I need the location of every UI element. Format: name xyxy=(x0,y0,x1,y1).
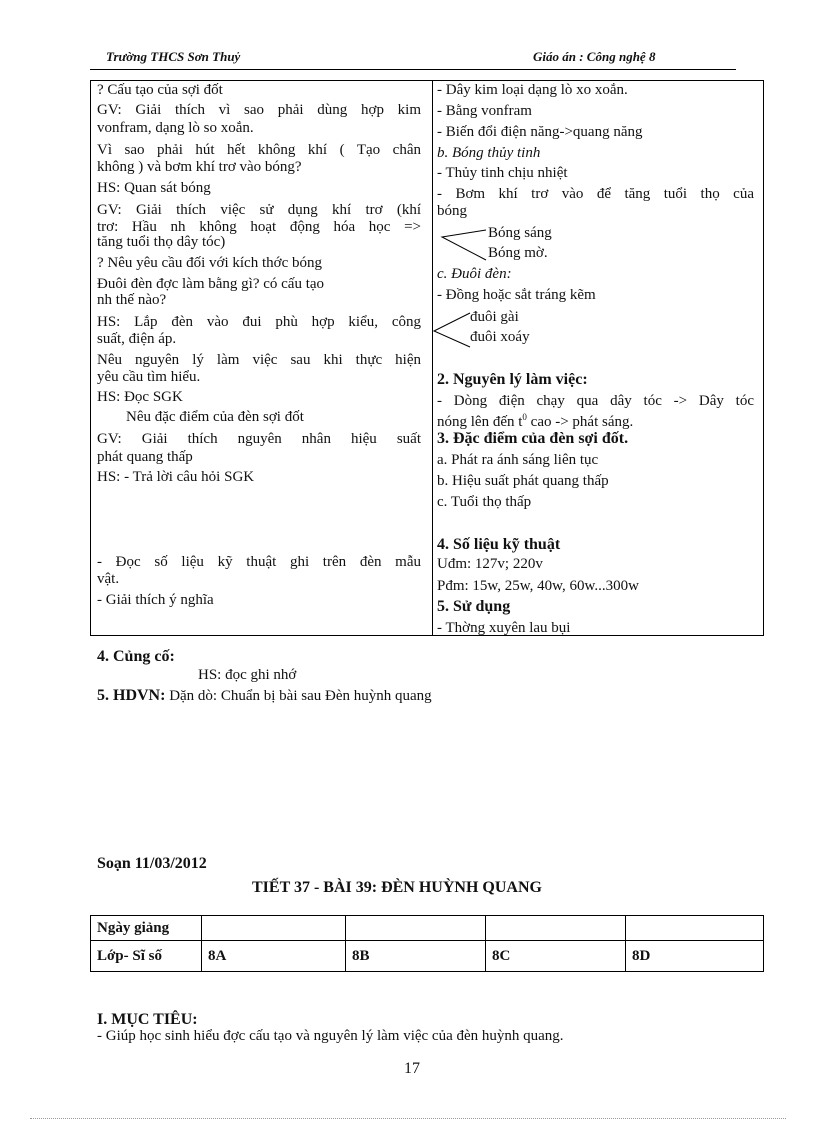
left-line: GV: Giải thích việc sử dụng khí trơ (khí xyxy=(97,202,421,218)
specs-heading: 4. Số liệu kỹ thuật xyxy=(437,536,561,553)
usage-heading: 5. Sử dụng xyxy=(437,598,511,615)
spec-item: Pđm: 15w, 25w, 40w, 60w...300w xyxy=(437,578,639,594)
base-type-bracket xyxy=(432,311,472,349)
left-line: ? Cấu tạo của sợi đốt xyxy=(97,82,223,98)
class-size-label: Lớp- Sĩ số xyxy=(91,941,202,972)
period-date-label: Ngày giảng xyxy=(91,916,202,941)
features-heading: 3. Đặc điểm của đèn sợi đốt. xyxy=(437,430,629,447)
subject-title: Giáo án : Công nghệ 8 xyxy=(533,49,656,64)
table-cell xyxy=(486,916,626,941)
class-cell: 8D xyxy=(626,941,764,972)
filament-line: - Bằng vonfram xyxy=(437,103,532,119)
class-cell: 8B xyxy=(346,941,486,972)
prepared-date: Soạn 11/03/2012 xyxy=(97,855,207,872)
header-divider xyxy=(90,69,736,70)
filament-line: - Biến đổi điện năng->quang năng xyxy=(437,124,643,140)
feature-item: b. Hiệu suất phát quang thấp xyxy=(437,473,609,489)
column-divider xyxy=(432,80,433,636)
left-line: trơ: Hầu nh không hoạt động hóa học => xyxy=(97,219,421,235)
left-line: Nêu nguyên lý làm việc sau khi thực hiện xyxy=(97,352,421,368)
table-cell xyxy=(346,916,486,941)
principle-line: nóng lên đến $t^0$ cao -> phát sáng. xyxy=(437,412,634,430)
table-cell xyxy=(626,916,764,941)
period-table xyxy=(90,915,764,972)
left-line: HS: Quan sát bóng xyxy=(97,180,211,196)
base-line: - Đồng hoặc sắt tráng kẽm xyxy=(437,287,596,303)
left-line: ? Nêu yêu cầu đối với kích thớc bóng xyxy=(97,255,322,271)
page-bottom-rule xyxy=(30,1118,786,1119)
principle-line: - Dòng điện chạy qua dây tóc -> Dây tóc xyxy=(437,393,754,409)
left-line: suất, điện áp. xyxy=(97,331,177,347)
school-name: Trường THCS Sơn Thuỷ xyxy=(106,49,241,64)
left-line: Đuôi đèn đợc làm bằng gì? có cấu tạo xyxy=(97,276,325,292)
left-line: không ) và bơm khí trơ vào bóng? xyxy=(97,159,302,175)
left-line: Vì sao phải hút hết không khí ( Tạo chân xyxy=(97,142,421,158)
base-type: đuôi xoáy xyxy=(470,329,530,345)
principle-heading: 2. Nguyên lý làm việc: xyxy=(437,371,588,388)
feature-item: a. Phát ra ánh sáng liên tục xyxy=(437,452,599,468)
table-cell xyxy=(202,916,346,941)
spec-item: Uđm: 127v; 220v xyxy=(437,556,543,572)
left-line: GV: Giải thích vì sao phải dùng hợp kim xyxy=(97,102,421,118)
bulb-type-bracket xyxy=(440,228,488,262)
class-cell: 8A xyxy=(202,941,346,972)
consolidation-line: HS: đọc ghi nhớ xyxy=(198,667,297,683)
glass-line: - Bơm khí trơ vào để tăng tuổi thọ của xyxy=(437,186,754,202)
bulb-type: Bóng mờ. xyxy=(488,245,548,261)
table-row xyxy=(91,941,764,972)
feature-item: c. Tuổi thọ thấp xyxy=(437,494,532,510)
left-line: tăng tuổi thọ dây tóc) xyxy=(97,234,226,250)
glass-line: bóng xyxy=(437,203,467,219)
base-heading: c. Đuôi đèn: xyxy=(437,266,512,282)
left-line: GV: Giải thích nguyên nhân hiệu suất xyxy=(97,431,421,447)
base-type: đuôi gài xyxy=(470,309,519,325)
homework-text: Dặn dò: Chuẩn bị bài sau Đèn huỳnh quang xyxy=(165,688,432,704)
homework-line xyxy=(97,688,432,704)
left-line: vật. xyxy=(97,571,120,587)
table-row xyxy=(91,916,764,941)
usage-line: - Thờng xuyên lau bụi xyxy=(437,620,571,636)
consolidation-heading: 4. Củng cố: xyxy=(97,648,175,665)
left-line: - Đọc số liệu kỹ thuật ghi trên đèn mẫu xyxy=(97,554,421,570)
class-cell: 8C xyxy=(486,941,626,972)
objectives-heading: I. MỤC TIÊU: xyxy=(97,1011,198,1028)
left-line: - Giải thích ý nghĩa xyxy=(97,592,214,608)
lesson-title: TIẾT 37 - BÀI 39: ĐÈN HUỲNH QUANG xyxy=(252,879,542,896)
left-line: phát quang thấp xyxy=(97,449,193,465)
page-number: 17 xyxy=(404,1060,420,1077)
glass-heading: b. Bóng thủy tinh xyxy=(437,145,541,161)
homework-label: 5. HDVN: xyxy=(97,687,166,704)
objectives-line: - Giúp học sinh hiểu đợc cấu tạo và nguyên lý làm việc của đèn huỳnh quang. xyxy=(97,1028,564,1044)
bulb-type: Bóng sáng xyxy=(488,225,552,241)
filament-line: - Dây kim loại dạng lò xo xoắn. xyxy=(437,82,628,98)
left-line: Nêu đặc điểm của đèn sợi đốt xyxy=(126,409,304,425)
left-line: HS: Đọc SGK xyxy=(97,389,183,405)
left-line: yêu cầu tìm hiểu. xyxy=(97,369,201,385)
left-line: HS: Lắp đèn vào đui phù hợp kiểu, công xyxy=(97,314,421,330)
left-line: vonfram, dạng lò so xoắn. xyxy=(97,120,254,136)
left-line: nh thế nào? xyxy=(97,292,167,308)
left-line: HS: - Trả lời câu hỏi SGK xyxy=(97,469,255,485)
glass-line: - Thủy tinh chịu nhiệt xyxy=(437,165,568,181)
